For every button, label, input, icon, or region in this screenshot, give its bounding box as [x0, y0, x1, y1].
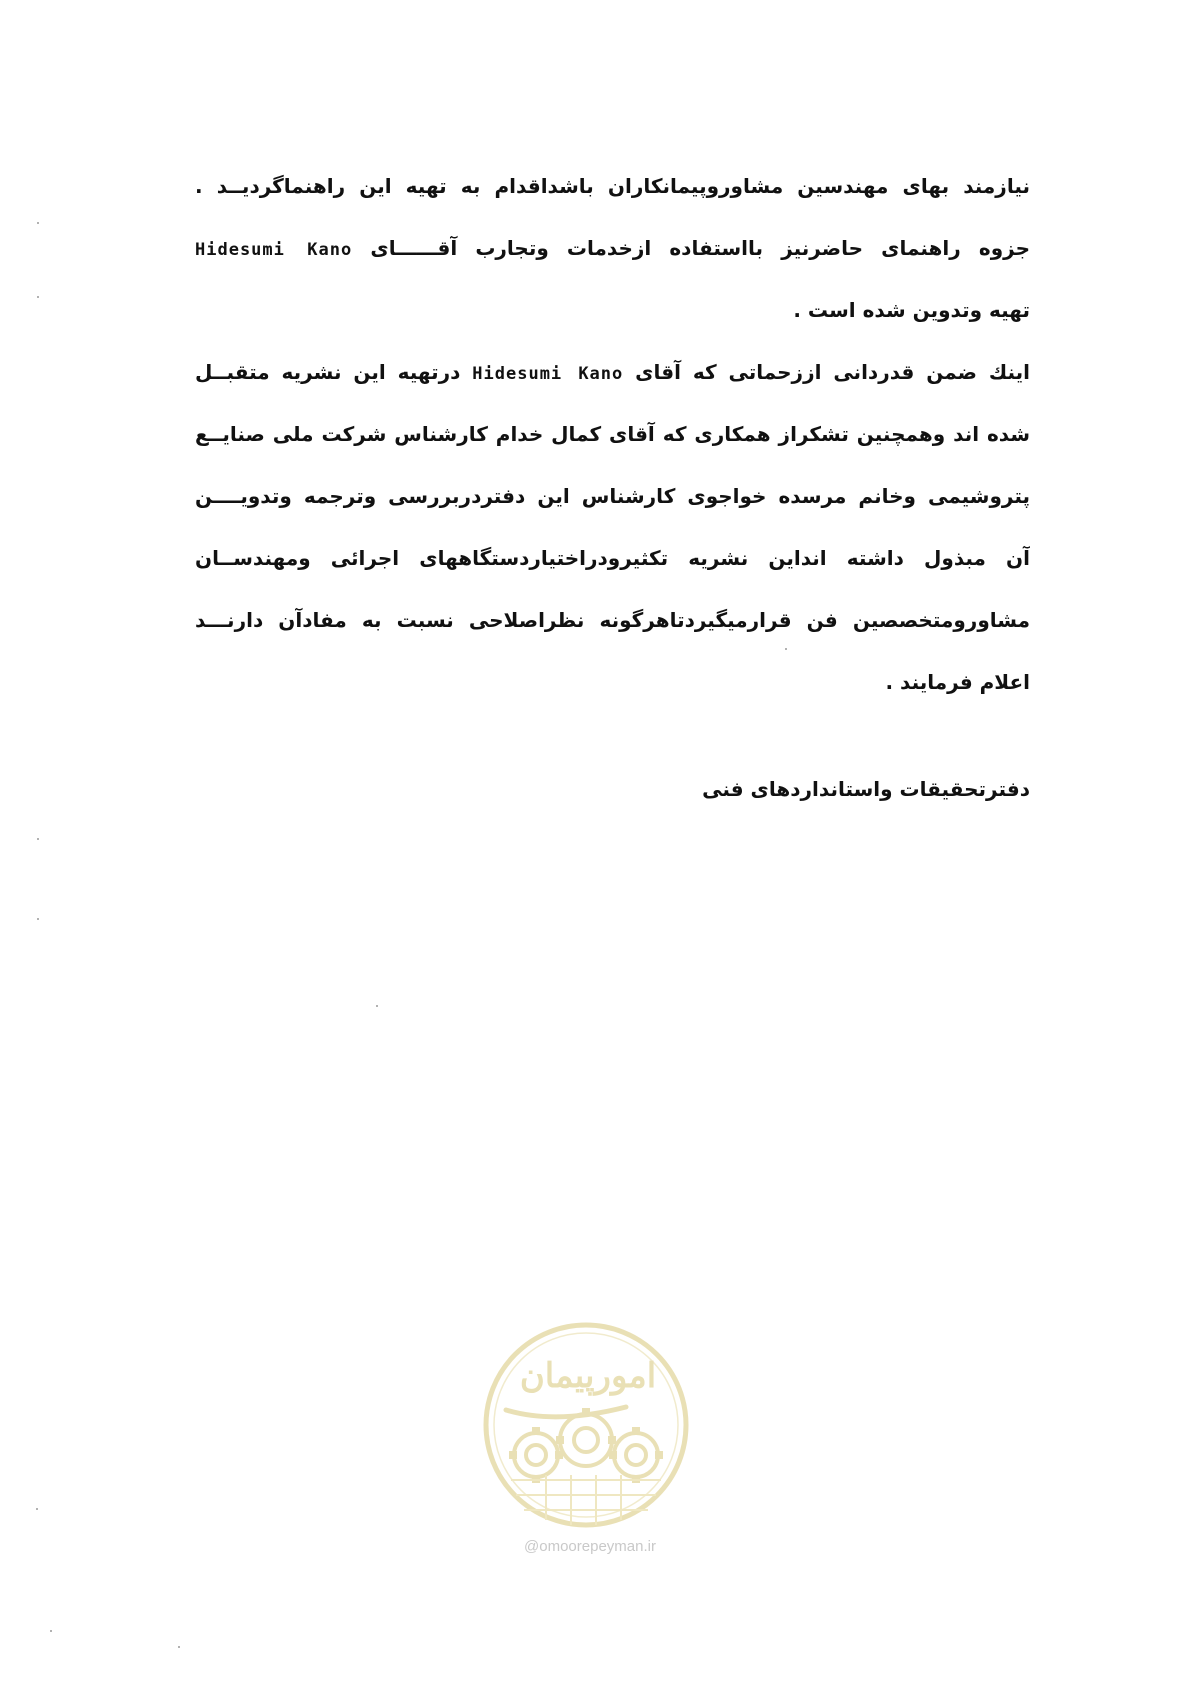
watermark-logo-text: امورپیمان [519, 1356, 657, 1396]
paragraph-2-line-4: آن مبذول داشته انداین نشریه تکثیرودراختیاردستگاههای اجرائی ومهندســان [195, 546, 1030, 570]
paragraph-1-line-3: تهیه وتدوین شده است . [793, 298, 1030, 322]
paragraph-1-line-2-text: جزوه راهنمای حاضرنیز بااستفاده ازخدمات وتجارب آقــــــای [370, 236, 1030, 260]
scan-speck [178, 1646, 180, 1648]
paragraph-2-line-3: پتروشیمی وخانم مرسده خواجوی کارشناس این دفتردربررسی وترجمه وتدویــــن [195, 484, 1030, 508]
paragraph-2-line-6: اعلام فرمایند . [885, 670, 1030, 694]
scan-speck [37, 838, 39, 840]
paragraph-1-line-1: نیازمند بهای مهندسین مشاوروپیمانکاران باشداقدام به تهیه این راهنماگردیــد . [195, 174, 1030, 198]
scan-speck [50, 1630, 52, 1632]
scan-speck [376, 1005, 378, 1007]
paragraph-1-line-2 [195, 232, 1030, 294]
paragraph-2-line-1 [195, 356, 1030, 418]
scan-speck [37, 222, 39, 224]
paragraph-2-line-1-start: اینك ضمن قدردانی اززحماتی که آقای [635, 360, 1030, 384]
body-text [195, 170, 1030, 728]
scan-speck [785, 648, 787, 650]
scan-speck [37, 918, 39, 920]
paragraph-2-line-5: مشاورومتخصصین فن قرارمیگیردتاهرگونه نظراصلاحی نسبت به مفادآن دارنـــد [195, 608, 1030, 632]
paragraph-2-line-2: شده اند وهمچنین تشکراز همکاری که آقای کمال خدام کارشناس شرکت ملی صنایــع [195, 422, 1030, 446]
person-name-mention-1: Hidesumi Kano [195, 240, 353, 260]
paragraph-2-line-1-end: درتهیه این نشریه متقبــل [195, 360, 461, 384]
watermark-url: @omoorepeyman.ir [524, 1538, 656, 1555]
office-signature: دفترتحقیقات واستانداردهای فنی [702, 777, 1030, 801]
person-name-mention-2: Hidesumi Kano [472, 364, 624, 384]
scan-speck [37, 296, 39, 298]
scan-speck [36, 1508, 38, 1510]
